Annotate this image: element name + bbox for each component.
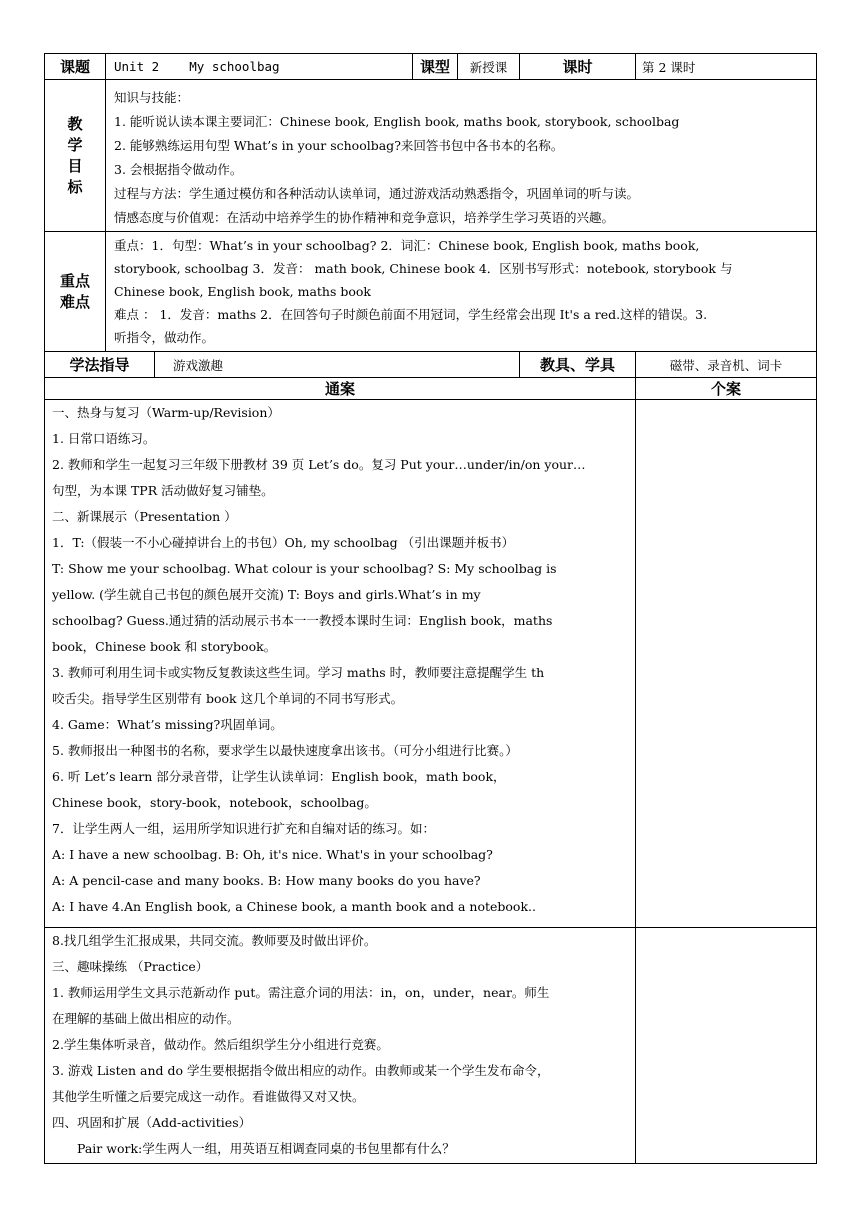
key-points-row xyxy=(45,232,817,352)
plan-line: schoolbag? Guess.通过猜的活动展示书本一一教授本课时生词：English book，maths xyxy=(52,613,553,628)
objectives-line: 3. 会根据指令做动作。 xyxy=(114,162,243,177)
plan-line: 7．让学生两人一组，运用所学知识进行扩充和自编对话的练习。如： xyxy=(52,821,435,836)
plan-line: 在理解的基础上做出相应的动作。 xyxy=(52,1011,240,1026)
key-points-label: 重点 难点 xyxy=(45,232,106,352)
plan-line: 3. 游戏 Listen and do 学生要根据指令做出相应的动作。由教师或某一个学生发布命令， xyxy=(52,1063,550,1078)
objectives-line: 情感态度与价值观：在活动中培养学生的协作精神和竞争意识，培养学生学习英语的兴趣。 xyxy=(114,210,615,225)
plan-line: Pair work:学生两人一组，用英语互相调查同桌的书包里都有什么？ xyxy=(77,1141,455,1156)
objectives-line: 知识与技能： xyxy=(114,90,190,105)
guidance-row xyxy=(45,352,817,378)
type-label: 课型 xyxy=(413,54,458,80)
method-value: 游戏激趣 xyxy=(155,352,520,378)
plan-line: Chinese book，story-book，notebook，schoolbag。 xyxy=(52,795,377,810)
objectives-content xyxy=(106,80,817,232)
key-points-line: 听指令，做动作。 xyxy=(114,330,215,345)
plan-line: 1. 教师运用学生文具示范新动作 put。需注意介词的用法：in，on，under，near。师生 xyxy=(52,985,550,1000)
period-value: 第 2 课时 xyxy=(636,54,817,80)
plan-line: T: Show me your schoolbag. What colour is your schoolbag? S: My schoolbag is xyxy=(52,561,557,576)
method-label: 学法指导 xyxy=(45,352,155,378)
plan-block-1-row xyxy=(45,400,817,928)
type-value: 新授课 xyxy=(458,54,520,80)
objectives-line: 1. 能听说认读本课主要词汇：Chinese book, English book, maths book, storybook, schoolbag xyxy=(114,114,680,129)
plan-line: 其他学生听懂之后要完成这一动作。看谁做得又对又快。 xyxy=(52,1089,365,1104)
key-points-line: Chinese book, English book, maths book xyxy=(114,284,372,299)
plan-line: 三、趣味操练 （Practice） xyxy=(52,959,209,974)
objectives-line: 过程与方法：学生通过模仿和各种活动认读单词，通过游戏活动熟悉指令，巩固单词的听与读。 xyxy=(114,186,640,201)
subject-label: 课题 xyxy=(45,54,106,80)
plan-line: 四、巩固和扩展（Add-activities） xyxy=(52,1115,252,1130)
plan-line: 1. 日常口语练习。 xyxy=(52,431,156,446)
plan-line: 2. 教师和学生一起复习三年级下册教材 39 页 Let’s do。复习 Put your…under/in/on your… xyxy=(52,457,586,472)
objectives-line: 2. 能够熟练运用句型 What’s in your schoolbag?来回答书包中各书本的名称。 xyxy=(114,138,564,153)
period-label: 课时 xyxy=(520,54,636,80)
objectives-label: 教 学 目 标 xyxy=(45,80,106,232)
plan-line: 咬舌尖。指导学生区别带有 book 这几个单词的不同书写形式。 xyxy=(52,691,404,706)
plan-header-row xyxy=(45,378,817,400)
key-points-line: storybook, schoolbag 3．发音： math book, Chinese book 4．区别书写形式：notebook, storybook 与 xyxy=(114,261,733,276)
plan-line: 句型，为本课 TPR 活动做好复习铺垫。 xyxy=(52,483,274,498)
plan-line: 3. 教师可利用生词卡或实物反复教读这些生词。学习 maths 时，教师要注意提醒学生 th xyxy=(52,665,545,680)
key-points-content xyxy=(106,232,817,352)
plan-block-1 xyxy=(45,400,636,928)
plan-line: yellow. (学生就自己书包的颜色展开交流) T: Boys and girls.What’s in my xyxy=(52,587,481,602)
lesson-plan-page xyxy=(44,53,816,1164)
header-row xyxy=(45,54,817,80)
plan-line: A: A pencil-case and many books. B: How many books do you have? xyxy=(52,873,481,888)
plan-line: 二、新课展示（Presentation ） xyxy=(52,509,237,524)
plan-block-2-row xyxy=(45,928,817,1164)
plan-line: 8.找几组学生汇报成果，共同交流。教师要及时做出评价。 xyxy=(52,933,377,948)
subject-value: Unit 2 My schoolbag xyxy=(106,54,413,80)
general-plan-header: 通案 xyxy=(45,378,636,400)
plan-line: 6. 听 Let’s learn 部分录音带，让学生认读单词：English book，math book， xyxy=(52,769,506,784)
plan-line: book，Chinese book 和 storybook。 xyxy=(52,639,277,654)
key-points-line: 重点：1．句型：What’s in your schoolbag? 2．词汇：Chinese book, English book, maths book, xyxy=(114,238,700,253)
plan-line: 4. Game：What’s missing?巩固单词。 xyxy=(52,717,283,732)
individual-plan-cell-2 xyxy=(636,928,817,1164)
objectives-row xyxy=(45,80,817,232)
individual-plan-cell-1 xyxy=(636,400,817,928)
plan-line: A: I have 4.An English book, a Chinese book, a manth book and a notebook.. xyxy=(52,899,536,914)
key-points-line: 难点 ： 1．发音：maths 2．在回答句子时颜色前面不用冠词，学生经常会出现 It's a red.这样的错误。3. xyxy=(114,307,708,322)
plan-block-2 xyxy=(45,928,636,1164)
tools-label: 教具、学具 xyxy=(520,352,636,378)
tools-value: 磁带、录音机、词卡 xyxy=(636,352,817,378)
lesson-plan-table xyxy=(44,53,817,1164)
plan-line: 2.学生集体听录音，做动作。然后组织学生分小组进行竞赛。 xyxy=(52,1037,389,1052)
plan-line: 1．T:（假装一不小心碰掉讲台上的书包）Oh, my schoolbag （引出课题并板书） xyxy=(52,535,515,550)
plan-line: A: I have a new schoolbag. B: Oh, it's nice. What's in your schoolbag? xyxy=(52,847,493,862)
plan-line: 一、热身与复习（Warm-up/Revision） xyxy=(52,405,280,420)
individual-plan-header: 个案 xyxy=(636,378,817,400)
plan-line: 5. 教师报出一种图书的名称，要求学生以最快速度拿出该书。（可分小组进行比赛。） xyxy=(52,743,518,758)
